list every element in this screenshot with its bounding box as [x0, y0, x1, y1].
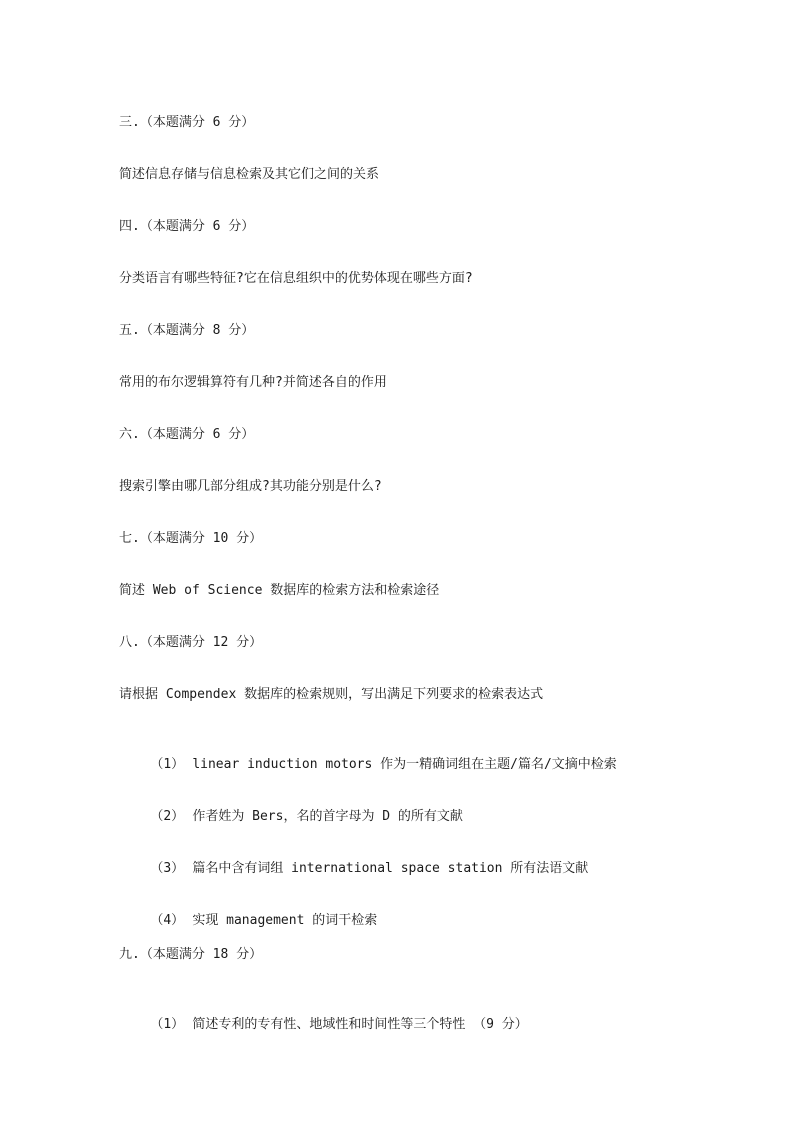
sub-item-text: 简述专利的专有性、地域性和时间性等三个特性 （9 分） — [192, 1017, 528, 1032]
question-text-4: 分类语言有哪些特征?它在信息组织中的优势体现在哪些方面? — [119, 271, 473, 286]
sub-item-number: （3） — [150, 861, 185, 876]
sub-item-number: （4） — [150, 913, 185, 928]
section-heading-8: 八.（本题满分 12 分） — [119, 635, 263, 650]
sub-item-8-4 — [119, 894, 377, 948]
question-text-8: 请根据 Compendex 数据库的检索规则，写出满足下列要求的检索表达式 — [119, 687, 544, 702]
sub-item-9-1 — [119, 998, 528, 1052]
section-heading-9: 九.（本题满分 18 分） — [119, 947, 263, 962]
section-heading-5: 五.（本题满分 8 分） — [119, 323, 255, 338]
question-text-5: 常用的布尔逻辑算符有几种?并简述各自的作用 — [119, 375, 387, 390]
section-heading-3: 三.（本题满分 6 分） — [119, 115, 255, 130]
question-text-3: 简述信息存储与信息检索及其它们之间的关系 — [119, 167, 380, 182]
sub-item-text: 作者姓为 Bers，名的首字母为 D 的所有文献 — [192, 809, 463, 824]
sub-item-8-3 — [119, 842, 588, 896]
sub-item-text: 篇名中含有词组 international space station 所有法语文献 — [192, 861, 589, 876]
sub-item-text: 实现 management 的词干检索 — [192, 913, 378, 928]
section-heading-6: 六.（本题满分 6 分） — [119, 427, 255, 442]
question-text-7: 简述 Web of Science 数据库的检索方法和检索途径 — [119, 583, 440, 598]
section-heading-4: 四.（本题满分 6 分） — [119, 219, 255, 234]
sub-item-number: （2） — [150, 809, 185, 824]
sub-item-8-1 — [119, 738, 617, 792]
sub-item-number: （1） — [150, 757, 185, 772]
section-heading-7: 七.（本题满分 10 分） — [119, 531, 263, 546]
sub-item-number: （1） — [150, 1017, 185, 1032]
sub-item-text: linear induction motors 作为一精确词组在主题/篇名/文摘中检索 — [192, 757, 617, 772]
question-text-6: 搜索引擎由哪几部分组成?其功能分别是什么? — [119, 479, 382, 494]
sub-item-8-2 — [119, 790, 463, 844]
